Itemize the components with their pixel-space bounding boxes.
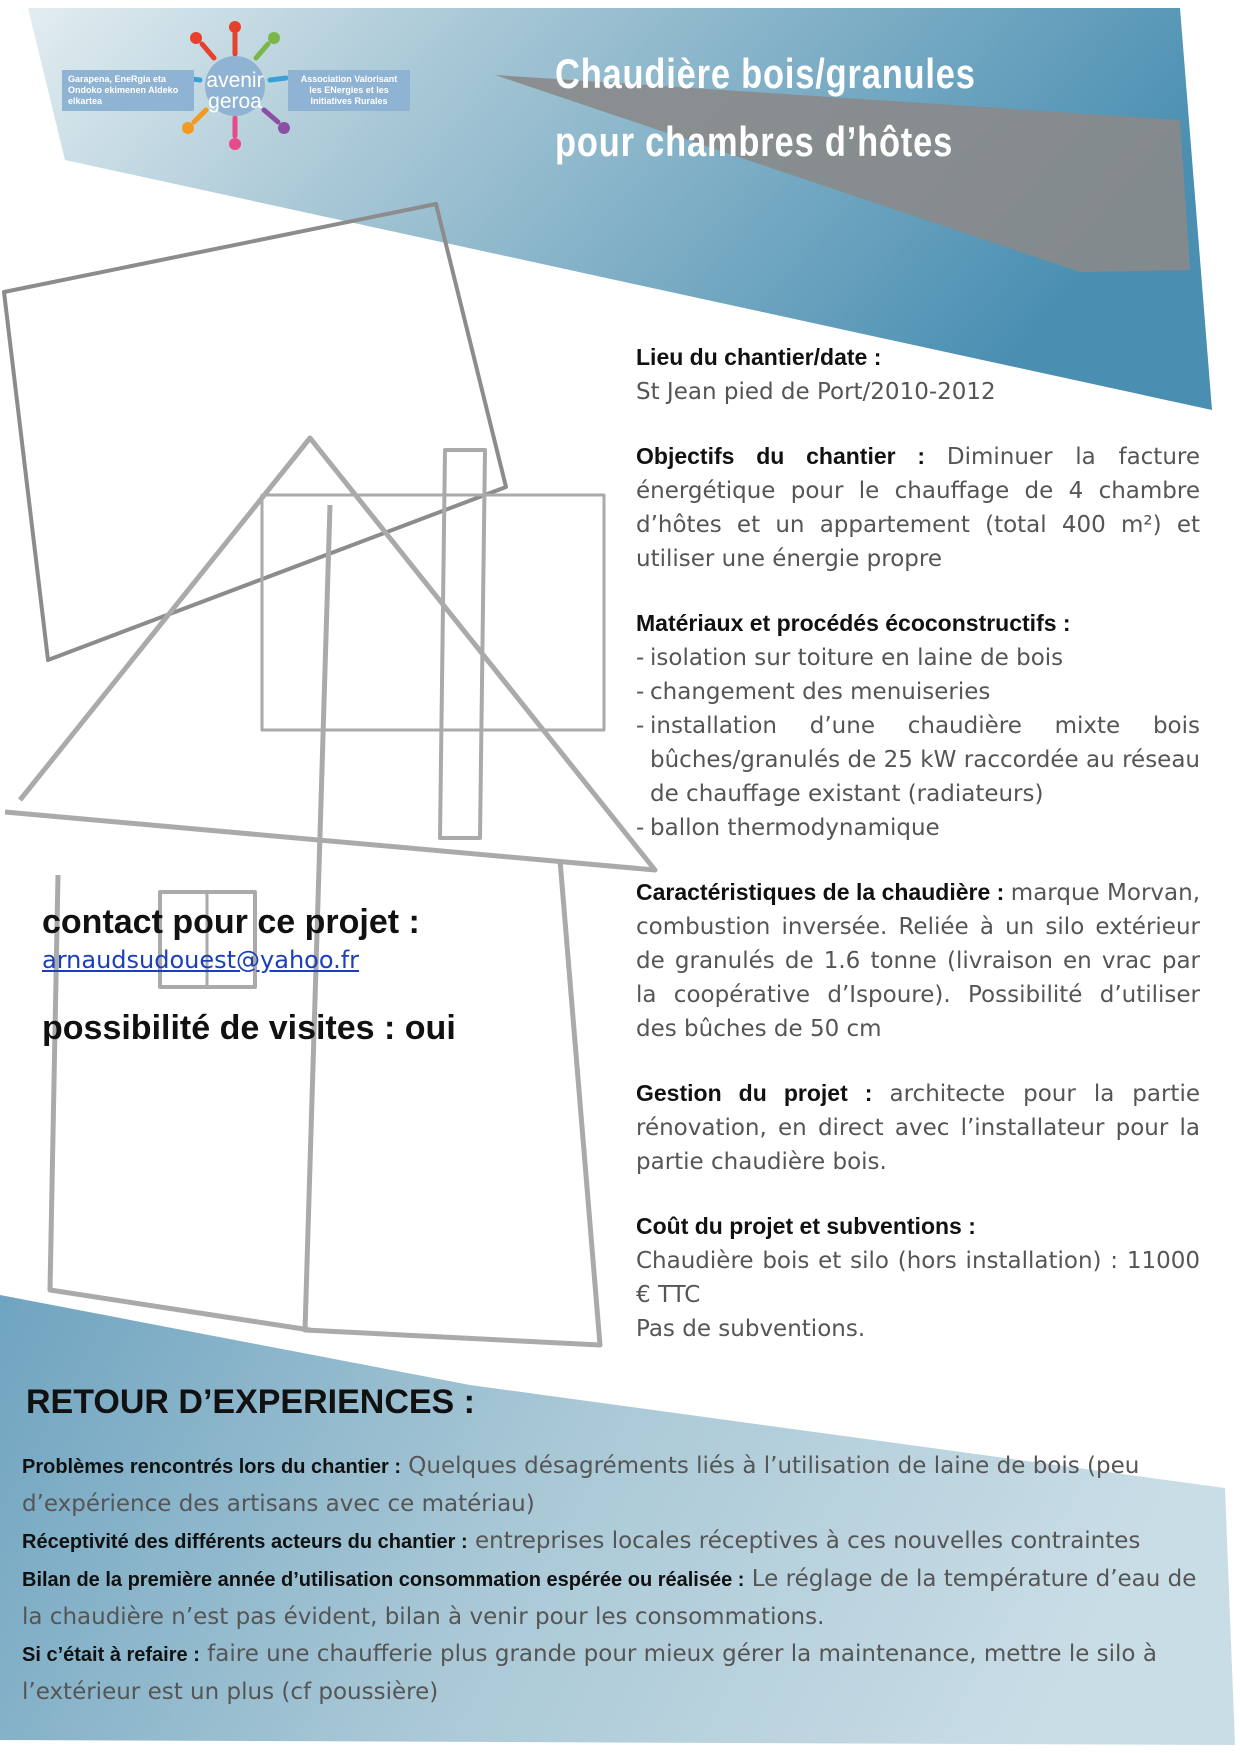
feedback-item: [22, 1448, 1212, 1523]
list-item: - isolation sur toiture en laine de bois: [636, 641, 1200, 675]
detail-cout: [636, 1209, 1200, 1346]
feedback-label: Réceptivité des différents acteurs du chantier :: [22, 1531, 468, 1553]
feedback-value: faire une chaufferie plus grande pour mieux gérer la maintenance, mettre le silo à l’extérieur est un plus (cf poussière): [22, 1641, 1157, 1705]
detail-gestion: [636, 1076, 1200, 1179]
project-details: [636, 340, 1200, 1376]
detail-caracteristiques: [636, 875, 1200, 1046]
feedback-label: Bilan de la première année d’utilisation consommation espérée ou réalisée :: [22, 1569, 745, 1591]
detail-label: Lieu du chantier/date: [636, 344, 868, 370]
detail-label: Objectifs du chantier: [636, 443, 896, 469]
list-item: - installation d’une chaudière mixte bois bûches/granulés de 25 kW raccordée au réseau de chauffage existant (radiateurs): [636, 709, 1200, 811]
feedback-item: [22, 1523, 1212, 1561]
page-title: [555, 40, 1080, 176]
detail-separator: :: [847, 1080, 890, 1106]
detail-objectifs: [636, 439, 1200, 576]
feedback-value: entreprises locales réceptives à ces nouvelles contraintes: [467, 1528, 1141, 1554]
logo-name-line1: avenir: [206, 69, 264, 92]
contact-section: [42, 900, 562, 1050]
feedback-value: Quelques désagréments liés à l’utilisation de laine de bois (peu d’expérience des artisans avec ce matériau): [22, 1453, 1140, 1517]
contact-heading: contact pour ce projet :: [42, 903, 420, 941]
materiaux-list: [636, 641, 1200, 845]
feedback-label: Si c’était à refaire :: [22, 1644, 200, 1666]
detail-label: Coût du projet et subventions: [636, 1213, 962, 1239]
detail-value: architecte pour la partie rénovation, en direct avec l’installateur pour la partie chaudière bois.: [636, 1081, 1200, 1175]
feedback-item: [22, 1636, 1212, 1711]
detail-separator: :: [1056, 610, 1071, 636]
detail-value: St Jean pied de Port/2010-2012: [636, 379, 996, 405]
feedback-section: [22, 1448, 1212, 1711]
detail-label: Caractéristiques de la chaudière: [636, 879, 991, 905]
detail-separator: :: [990, 879, 1011, 905]
feedback-value: Le réglage de la température d’eau de la chaudière n’est pas évident, bilan à venir pour les consommations.: [22, 1566, 1197, 1630]
detail-lieu: [636, 340, 1200, 409]
list-item: - ballon thermodynamique: [636, 811, 1200, 845]
detail-value: Diminuer la facture énergétique pour le chauffage de 4 chambre d’hôtes et un appartement (total 400 m²) et utiliser une énergie propre: [636, 444, 1200, 572]
detail-separator: :: [895, 443, 947, 469]
logo-right-text: Association Valorisant les ENergies et les Initiatives Rurales: [288, 70, 410, 111]
detail-separator: :: [867, 344, 882, 370]
visits-info: possibilité de visites : oui: [42, 1009, 456, 1047]
contact-email-link[interactable]: arnaudsudouest@yahoo.fr: [42, 946, 360, 974]
avenir-geroa-logo: [60, 18, 400, 158]
logo-name-line2: geroa: [208, 90, 262, 113]
logo-left-text: Garapena, EneRgia eta Ondoko ekimenen Aldeko elkartea: [62, 70, 194, 111]
title-line2: pour chambres d’hôtes: [555, 118, 954, 165]
detail-separator: :: [961, 1213, 976, 1239]
list-item: - changement des menuiseries: [636, 675, 1200, 709]
feedback-label: Problèmes rencontrés lors du chantier :: [22, 1456, 401, 1478]
detail-value: Chaudière bois et silo (hors installation) : 11000 € TTC Pas de subventions.: [636, 1248, 1200, 1342]
title-line1: Chaudière bois/granules: [555, 50, 976, 97]
logo-name: [188, 70, 282, 112]
feedback-item: [22, 1561, 1212, 1636]
detail-label: Gestion du projet: [636, 1080, 848, 1106]
sketch-outlines: [4, 204, 655, 1345]
detail-value: marque Morvan, combustion inversée. Reliée à un silo extérieur de granulés de 1.6 tonne (livraison en vrac par la coopérative d’Ispoure). Possibilité d’utiliser des bûches de 50 cm: [636, 880, 1200, 1042]
detail-materiaux: [636, 606, 1200, 845]
detail-label: Matériaux et procédés écoconstructifs: [636, 610, 1057, 636]
retour-heading: RETOUR D’EXPERIENCES :: [26, 1383, 476, 1421]
